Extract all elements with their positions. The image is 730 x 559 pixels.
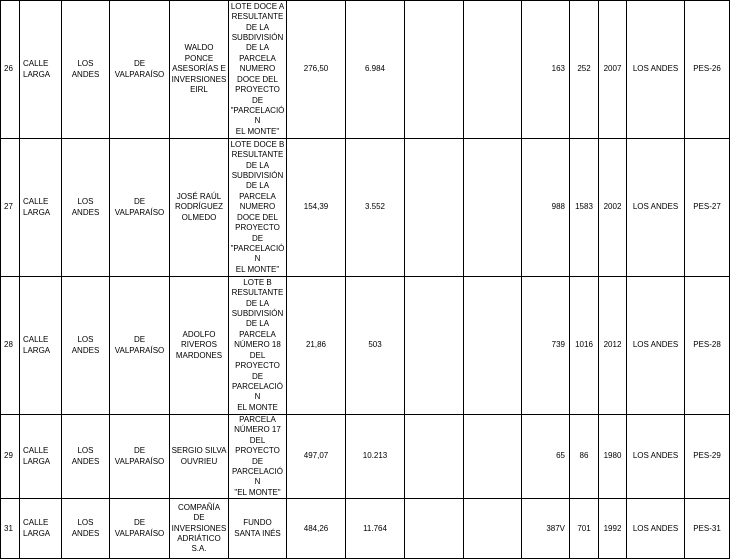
empty-cell — [405, 277, 464, 415]
comuna-cell: CALLE LARGA — [20, 415, 62, 499]
table-row — [1, 1, 730, 139]
registry-number-cell: 701 — [570, 499, 599, 559]
comuna-cell: CALLE LARGA — [20, 139, 62, 277]
code-cell: PES-26 — [685, 1, 730, 139]
registry-number-cell: 86 — [570, 415, 599, 499]
comuna-cell: CALLE LARGA — [20, 1, 62, 139]
provincia-cell: LOS ANDES — [62, 1, 110, 139]
owner-cell: WALDO PONCE ASESORÍAS E INVERSIONES EIRL — [170, 1, 229, 139]
fojas-cell: 739 — [522, 277, 570, 415]
surface-cell: 276,50 — [287, 1, 346, 139]
affected-area-cell: 10.213 — [346, 415, 405, 499]
row-number: 28 — [1, 277, 20, 415]
empty-cell — [464, 139, 522, 277]
code-cell: PES-29 — [685, 415, 730, 499]
property-cell: LOTE DOCE B RESULTANTE DE LA SUBDIVISIÓN DE LA PARCELA NUMERO DOCE DEL PROYECTO DE "PARCELACIÓN EL MONTE" — [229, 139, 287, 277]
registrar-cell: LOS ANDES — [627, 277, 685, 415]
empty-cell — [464, 499, 522, 559]
affected-area-cell: 503 — [346, 277, 405, 415]
surface-cell: 21,86 — [287, 277, 346, 415]
row-number: 27 — [1, 139, 20, 277]
comuna-cell: CALLE LARGA — [20, 277, 62, 415]
row-number: 26 — [1, 1, 20, 139]
surface-cell: 154,39 — [287, 139, 346, 277]
year-cell: 2002 — [599, 139, 627, 277]
region-cell: DE VALPARAÍSO — [110, 139, 170, 277]
region-cell: DE VALPARAÍSO — [110, 499, 170, 559]
row-number: 31 — [1, 499, 20, 559]
affected-area-cell: 3.552 — [346, 139, 405, 277]
table-row — [1, 277, 730, 415]
property-cell: PARCELA NÚMERO 17 DEL PROYECTO DE PARCELACIÓN "EL MONTE" — [229, 415, 287, 499]
property-cell: LOTE B RESULTANTE DE LA SUBDIVISIÓN DE LA PARCELA NÚMERO 18 DEL PROYECTO DE PARCELACIÓN EL MONTE — [229, 277, 287, 415]
table-row — [1, 415, 730, 499]
row-number: 29 — [1, 415, 20, 499]
fojas-cell: 163 — [522, 1, 570, 139]
year-cell: 2012 — [599, 277, 627, 415]
table-row — [1, 139, 730, 277]
fojas-cell: 387V — [522, 499, 570, 559]
property-cell: LOTE DOCE A RESULTANTE DE LA SUBDIVISIÓN DE LA PARCELA NUMERO DOCE DEL PROYECTO DE "PARCELACIÓN EL MONTE" — [229, 1, 287, 139]
registrar-cell: LOS ANDES — [627, 499, 685, 559]
fojas-cell: 988 — [522, 139, 570, 277]
provincia-cell: LOS ANDES — [62, 277, 110, 415]
code-cell: PES-27 — [685, 139, 730, 277]
empty-cell — [405, 415, 464, 499]
surface-cell: 484,26 — [287, 499, 346, 559]
registry-number-cell: 1016 — [570, 277, 599, 415]
comuna-cell: CALLE LARGA — [20, 499, 62, 559]
provincia-cell: LOS ANDES — [62, 139, 110, 277]
registry-number-cell: 252 — [570, 1, 599, 139]
code-cell: PES-28 — [685, 277, 730, 415]
fojas-cell: 65 — [522, 415, 570, 499]
code-cell: PES-31 — [685, 499, 730, 559]
year-cell: 1980 — [599, 415, 627, 499]
surface-cell: 497,07 — [287, 415, 346, 499]
year-cell: 2007 — [599, 1, 627, 139]
registrar-cell: LOS ANDES — [627, 139, 685, 277]
owner-cell: COMPAÑÍA DE INVERSIONES ADRIÁTICO S.A. — [170, 499, 229, 559]
empty-cell — [464, 415, 522, 499]
owner-cell: SERGIO SILVA OUVRIEU — [170, 415, 229, 499]
registrar-cell: LOS ANDES — [627, 1, 685, 139]
empty-cell — [405, 499, 464, 559]
registry-number-cell: 1583 — [570, 139, 599, 277]
provincia-cell: LOS ANDES — [62, 499, 110, 559]
empty-cell — [405, 1, 464, 139]
table-row — [1, 499, 730, 559]
property-cell: FUNDO SANTA INÉS — [229, 499, 287, 559]
empty-cell — [464, 277, 522, 415]
empty-cell — [405, 139, 464, 277]
year-cell: 1992 — [599, 499, 627, 559]
affected-area-cell: 6.984 — [346, 1, 405, 139]
owner-cell: JOSÉ RAÚL RODRÍGUEZ OLMEDO — [170, 139, 229, 277]
region-cell: DE VALPARAÍSO — [110, 415, 170, 499]
registrar-cell: LOS ANDES — [627, 415, 685, 499]
affected-area-cell: 11.764 — [346, 499, 405, 559]
owner-cell: ADOLFO RIVEROS MARDONES — [170, 277, 229, 415]
region-cell: DE VALPARAÍSO — [110, 1, 170, 139]
region-cell: DE VALPARAÍSO — [110, 277, 170, 415]
empty-cell — [464, 1, 522, 139]
provincia-cell: LOS ANDES — [62, 415, 110, 499]
